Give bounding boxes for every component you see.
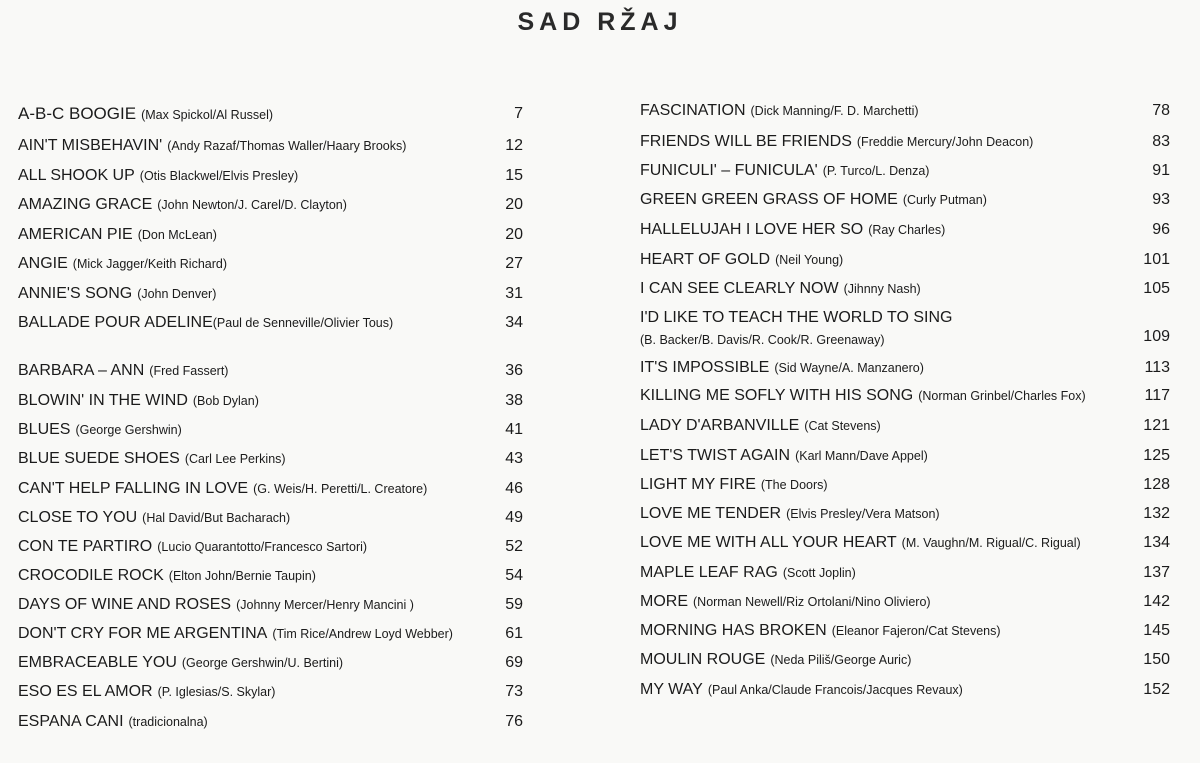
page-number: 150: [1143, 651, 1170, 668]
page-number: 145: [1143, 622, 1170, 639]
song-authors: (Ray Charles): [868, 223, 946, 237]
page-number: 52: [505, 538, 523, 555]
page-number: 128: [1143, 476, 1170, 493]
song-title: FASCINATION: [640, 102, 746, 119]
page-number: 109: [1143, 328, 1170, 345]
page-number: 91: [1152, 162, 1170, 179]
toc-entry: [18, 311, 523, 335]
song-title: DON'T CRY FOR ME ARGENTINA: [18, 625, 268, 642]
song-authors: (Scott Joplin): [782, 566, 856, 580]
toc-entry: [640, 648, 1170, 672]
song-title: FRIENDS WILL BE FRIENDS: [640, 133, 852, 150]
page-number: 137: [1143, 564, 1170, 581]
song-title: CAN'T HELP FALLING IN LOVE: [18, 480, 249, 497]
toc-entry: [18, 418, 523, 442]
toc-entry: [18, 134, 523, 158]
page-number: 105: [1143, 280, 1170, 297]
song-authors: (Eleanor Fajeron/Cat Stevens): [831, 624, 1001, 638]
song-title: LOVE ME WITH ALL YOUR HEART: [640, 534, 897, 551]
song-authors: (Max Spickol/Al Russel): [141, 108, 274, 122]
song-authors: (Karl Mann/Dave Appel): [795, 449, 928, 463]
song-title: LIGHT MY FIRE: [640, 476, 756, 493]
toc-entry: [640, 590, 1170, 614]
song-title: ESPANA CANI: [18, 713, 124, 730]
song-title: BALLADE POUR ADELINE: [18, 314, 213, 331]
song-title: MOULIN ROUGE: [640, 651, 766, 668]
toc-entry: [18, 593, 523, 617]
song-authors: (tradicionalna): [128, 715, 208, 729]
song-title: MAPLE LEAF RAG: [640, 564, 778, 581]
toc-entry: [18, 282, 523, 306]
toc-entry: [18, 447, 523, 471]
song-title: A-B-C BOOGIE: [18, 104, 137, 123]
song-authors: (Jihnny Nash): [843, 282, 921, 296]
page-number: 43: [505, 450, 523, 467]
toc-entry: [18, 359, 523, 383]
song-authors: (Don McLean): [137, 228, 217, 242]
toc-entry: [640, 248, 1170, 272]
song-authors: (Carl Lee Perkins): [184, 452, 286, 466]
toc-entry: [640, 502, 1170, 526]
toc-entry: [18, 252, 523, 276]
page-number: 132: [1143, 505, 1170, 522]
song-authors: (Tim Rice/Andrew Loyd Webber): [272, 627, 453, 641]
toc-entry: [640, 384, 1170, 408]
song-title: BARBARA – ANN: [18, 362, 145, 379]
song-title: HEART OF GOLD: [640, 251, 771, 268]
song-authors: (John Newton/J. Carel/D. Clayton): [157, 198, 347, 212]
song-title: LADY D'ARBANVILLE: [640, 417, 800, 434]
toc-entry: [18, 389, 523, 413]
toc-entry: [640, 444, 1170, 468]
song-authors: (Curly Putman): [902, 193, 987, 207]
toc-entry: [18, 102, 523, 126]
toc-entry: [640, 473, 1170, 497]
song-title: MORE: [640, 593, 688, 610]
song-authors: (George Gershwin/U. Bertini): [181, 656, 344, 670]
song-authors: (Paul de Senneville/Olivier Tous): [212, 316, 394, 330]
song-authors: (Andy Razaf/Thomas Waller/Haary Brooks): [167, 139, 407, 153]
toc-entry: [640, 619, 1170, 643]
song-title: HALLELUJAH I LOVE HER SO: [640, 221, 864, 238]
page-number: 113: [1144, 359, 1170, 376]
toc-entry: [640, 356, 1170, 380]
song-title: BLUE SUEDE SHOES: [18, 450, 180, 467]
song-authors: (The Doors): [760, 478, 828, 492]
song-title: LOVE ME TENDER: [640, 505, 782, 522]
song-authors: (Otis Blackwel/Elvis Presley): [139, 169, 299, 183]
song-authors: (Dick Manning/F. D. Marchetti): [750, 104, 919, 118]
song-title: KILLING ME SOFLY WITH HIS SONG: [640, 387, 914, 404]
song-title: ANGIE: [18, 255, 68, 272]
page-number: 78: [1152, 102, 1170, 119]
toc-entry: [640, 414, 1170, 438]
page-number: 142: [1143, 593, 1170, 610]
page-number: 117: [1144, 387, 1170, 404]
song-authors: (Mick Jagger/Keith Richard): [72, 257, 228, 271]
song-title: CROCODILE ROCK: [18, 567, 164, 584]
song-title: CLOSE TO YOU: [18, 509, 138, 526]
song-title: I CAN SEE CLEARLY NOW: [640, 280, 839, 297]
page-number: 49: [505, 509, 523, 526]
page-number: 34: [505, 314, 523, 331]
song-authors: (Sid Wayne/A. Manzanero): [774, 361, 924, 375]
toc-entry: [640, 277, 1170, 301]
toc-entry: [18, 710, 523, 734]
toc-entry: [18, 506, 523, 530]
toc-entry: [18, 164, 523, 188]
song-authors: (John Denver): [137, 287, 217, 301]
song-title: AMERICAN PIE: [18, 226, 133, 243]
toc-entry: [18, 223, 523, 247]
song-authors: (Freddie Mercury/John Deacon): [856, 135, 1034, 149]
page-number: 76: [505, 713, 523, 730]
song-title: ANNIE'S SONG: [18, 285, 133, 302]
toc-entry: [18, 622, 523, 646]
page-number: 36: [505, 362, 523, 379]
song-authors: (Neil Young): [775, 253, 844, 267]
song-title: AIN'T MISBEHAVIN': [18, 137, 163, 154]
song-title: MORNING HAS BROKEN: [640, 622, 827, 639]
song-authors: (George Gershwin): [75, 423, 182, 437]
page-number: 125: [1143, 447, 1170, 464]
song-authors: (M. Vaughn/M. Rigual/C. Rigual): [901, 536, 1081, 550]
song-authors: (Elton John/Bernie Taupin): [168, 569, 316, 583]
song-title: GREEN GREEN GRASS OF HOME: [640, 191, 898, 208]
song-authors: (Elvis Presley/Vera Matson): [786, 507, 940, 521]
song-authors: (Lucio Quarantotto/Francesco Sartori): [157, 540, 368, 554]
song-authors: (Fred Fassert): [149, 364, 229, 378]
toc-entry: [18, 564, 523, 588]
song-title: I'D LIKE TO TEACH THE WORLD TO SING: [640, 309, 953, 326]
page-number: 83: [1152, 133, 1170, 150]
page-number: 121: [1143, 417, 1170, 434]
page-number: 41: [505, 421, 523, 438]
toc-entry: [18, 680, 523, 704]
page-number: 134: [1143, 534, 1170, 551]
song-title: DAYS OF WINE AND ROSES: [18, 596, 232, 613]
page-number: 93: [1152, 191, 1170, 208]
song-authors: (G. Weis/H. Peretti/L. Creatore): [253, 482, 428, 496]
page-number: 31: [505, 285, 523, 302]
page-number: 96: [1152, 221, 1170, 238]
song-authors: (Paul Anka/Claude Francois/Jacques Revaux): [707, 683, 963, 697]
toc-entry: [640, 531, 1170, 555]
toc-entry: [640, 99, 1170, 123]
song-authors: (Cat Stevens): [804, 419, 881, 433]
song-title: ESO ES EL AMOR: [18, 683, 153, 700]
toc-entry: [640, 561, 1170, 585]
song-title: ALL SHOOK UP: [18, 167, 135, 184]
song-authors: (P. Turco/L. Denza): [822, 164, 930, 178]
page-number: 7: [514, 105, 523, 122]
toc-entry: [640, 159, 1170, 183]
page-number: 59: [505, 596, 523, 613]
toc-entry: [640, 678, 1170, 702]
song-title: AMAZING GRACE: [18, 196, 153, 213]
page-number: 38: [505, 392, 523, 409]
toc-entry: [18, 535, 523, 559]
song-authors: (Neda Piliš/George Auric): [770, 653, 912, 667]
page-number: 54: [505, 567, 523, 584]
page-number: 61: [505, 625, 523, 642]
song-title: MY WAY: [640, 681, 703, 698]
page-number: 73: [505, 683, 523, 700]
song-authors: (B. Backer/B. Davis/R. Cook/R. Greenaway): [640, 333, 885, 347]
page-number: 101: [1143, 251, 1170, 268]
toc-entry: [18, 651, 523, 675]
page-number: 152: [1143, 681, 1170, 698]
page-number: 69: [505, 654, 523, 671]
song-authors: (Norman Newell/Riz Ortolani/Nino Oliviero): [693, 595, 931, 609]
page-number: 27: [505, 255, 523, 272]
page-number: 12: [505, 137, 523, 154]
song-title: IT'S IMPOSSIBLE: [640, 359, 770, 376]
toc-entry: [18, 193, 523, 217]
song-authors: (Bob Dylan): [192, 394, 259, 408]
toc-entry: [640, 218, 1170, 242]
page-title: SAD RŽAJ: [517, 8, 683, 36]
song-authors: (Norman Grinbel/Charles Fox): [918, 389, 1086, 403]
song-title: EMBRACEABLE YOU: [18, 654, 177, 671]
page-number: 46: [505, 480, 523, 497]
song-authors: (Johnny Mercer/Henry Mancini ): [236, 598, 414, 612]
page-number: 20: [505, 196, 523, 213]
song-title: CON TE PARTIRO: [18, 538, 153, 555]
toc-entry: [640, 130, 1170, 154]
toc-entry: [640, 188, 1170, 212]
toc-entry: [18, 477, 523, 501]
page-number: 15: [505, 167, 523, 184]
song-title: FUNICULI' – FUNICULA': [640, 162, 818, 179]
song-title: LET'S TWIST AGAIN: [640, 447, 791, 464]
page-number: 20: [505, 226, 523, 243]
toc-entry: [640, 307, 1170, 351]
song-authors: (P. Iglesias/S. Skylar): [157, 685, 276, 699]
song-title: BLUES: [18, 421, 71, 438]
song-authors: (Hal David/But Bacharach): [142, 511, 291, 525]
song-title: BLOWIN' IN THE WIND: [18, 392, 188, 409]
